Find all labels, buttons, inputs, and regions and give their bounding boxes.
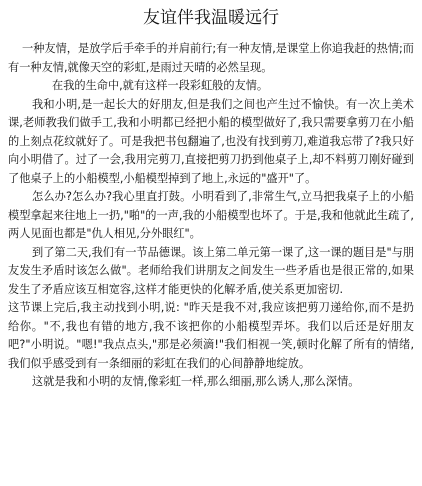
paragraph-7: 这就是我和小明的友情,像彩虹一样,那么细丽,那么诱人,那么深情。 [32, 375, 360, 388]
paragraph-6: 这节课上完后,我主动找到小明,说: "昨天是我不对,我应该把剪刀递给你,而不是扔给你。"不,我也有错的地方,我不该把你的小船模型弄坏。我们以后还是好朋友吧?"小明说。"嗯!"我点点头,"那是必须滴!"我们相视一笑,顿时化解了所有的情绪,我们似乎感受到有一条细丽的彩虹在我们的心间静静地绽放。 [8, 301, 414, 370]
paragraph-1: 一种友情，是放学后手牵手的并肩前行;有一种友情,是课堂上你追我赶的热情;而有一种友情,就像天空的彩虹,是雨过天晴的必然呈现。 [8, 42, 414, 74]
paragraph-5: 到了第二天,我们有一节品德课。该上第二单元第一课了,这一课的题目是"与朋友发生矛盾时该怎么做"。老师给我们讲朋友之间发生一些矛盾也是很正常的,如果发生了矛盾应该互相宽容,这样才能更快的化解矛盾,使关系更加密切. [8, 245, 414, 296]
document-title: 友谊伴我温暖远行 [143, 8, 279, 28]
paragraph-2: 在我的生命中,就有这样一段彩虹般的友情。 [52, 79, 269, 92]
paragraph-4: 怎么办?怎么办?我心里直打鼓。小明看到了,非常生气,立马把我桌子上的小船模型拿起来往地上一扔,"啪"的一声,我的小船模型也坏了。于是,我和他就此生疏了,两人见面也都是"仇人相见,分外眼红"。 [8, 190, 414, 240]
paragraph-3: 我和小明,是一起长大的好朋友,但是我们之间也产生过不愉快。有一次上美术课,老师教我们做手工,我和小明都已经把小船的模型做好了,我只需要拿剪刀在小船的上刻点花纹就好了。可是我把书包翻遍了,也没有找到剪刀,难道我忘带了?我只好向小明借了。过了一会,我用完剪刀,直接把剪刀扔到他桌子上,却不料剪刀刚好碰到了他桌子上的小船模型,小船模型掉到了地上,永远的"盛开"了。 [8, 97, 414, 185]
